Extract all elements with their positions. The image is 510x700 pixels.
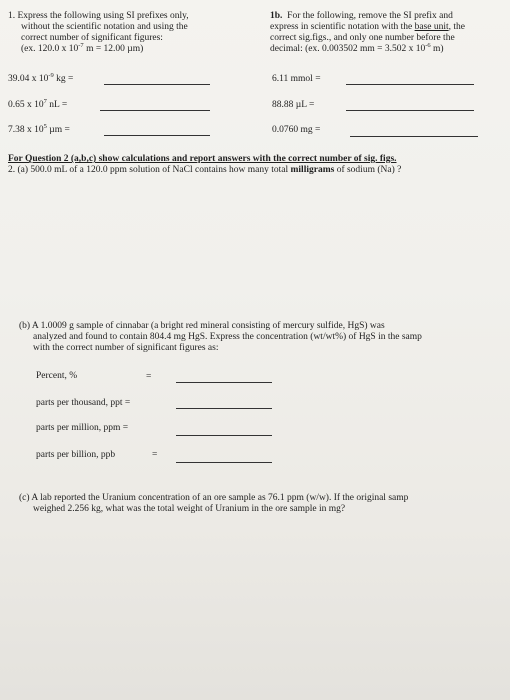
q1-instruction-line: without the scientific notation and using the bbox=[21, 22, 188, 32]
q2c-line: (c) A lab reported the Uranium concentration of an ore sample as 76.1 ppm (w/w). If the original samp bbox=[19, 493, 409, 503]
answer-line[interactable] bbox=[346, 110, 474, 111]
answer-line[interactable] bbox=[346, 84, 474, 85]
q2b-line: (b) A 1.0009 g sample of cinnabar (a bright red mineral consisting of mercury sulfide, HgS) was bbox=[19, 321, 385, 331]
q1-number: 1. bbox=[8, 11, 16, 21]
answer-line[interactable] bbox=[104, 135, 210, 136]
answer-line[interactable] bbox=[176, 462, 272, 463]
q1b-line: express in scientific notation with the base unit, the bbox=[270, 22, 465, 32]
q1b-line: For the following, remove the SI prefix and bbox=[287, 11, 453, 21]
q1b-item: 0.0760 mg = bbox=[272, 125, 321, 135]
q1b-number: 1b. bbox=[270, 11, 283, 21]
q2b-item: parts per billion, ppb bbox=[36, 450, 116, 460]
q1-example: (ex. 120.0 x $10^{-7}$ m = 12.00 µm) bbox=[21, 41, 144, 54]
equals-sign: = bbox=[146, 372, 152, 382]
q1b-example: decimal: (ex. 0.003502 mm = 3.502 x $10^{-6}$ m) bbox=[270, 41, 444, 54]
q2b-block bbox=[19, 321, 510, 354]
q2b-line: analyzed and found to contain 804.4 mg HgS. Express the concentration (wt/wt%) of HgS in the samp bbox=[33, 332, 422, 342]
q1b-item: 88.88 µL = bbox=[272, 100, 315, 110]
q2-header: For Question 2 (a,b,c) show calculations and report answers with the correct number of sig. figs. bbox=[8, 154, 397, 164]
q1-item: 39.04 x $10^{-9}$ kg = bbox=[8, 71, 74, 84]
q2b-item: parts per million, ppm = bbox=[36, 423, 129, 433]
q2b-item: parts per thousand, ppt = bbox=[36, 398, 131, 408]
q2b-item: Percent, % bbox=[36, 371, 78, 381]
q1-item: 0.65 x $10^7$ nL = bbox=[8, 97, 68, 110]
q1-item: 7.38 x $10^5$ µm = bbox=[8, 122, 70, 135]
q2c-line: weighed 2.256 kg, what was the total weight of Uranium in the ore sample in mg? bbox=[33, 504, 346, 514]
q1b-line: correct sig.figs., and only one number before the bbox=[270, 33, 455, 43]
q2b-line: with the correct number of significant figures as: bbox=[33, 343, 219, 353]
q1b-item: 6.11 mmol = bbox=[272, 74, 321, 84]
q1b-block bbox=[270, 11, 506, 55]
answer-line[interactable] bbox=[176, 435, 272, 436]
answer-line[interactable] bbox=[100, 110, 210, 111]
answer-line[interactable] bbox=[176, 382, 272, 383]
q1-instruction-line: correct number of significant figures: bbox=[21, 33, 163, 43]
q1-instruction-line: Express the following using SI prefixes only, bbox=[17, 11, 189, 21]
answer-line[interactable] bbox=[350, 136, 478, 137]
answer-line[interactable] bbox=[104, 84, 210, 85]
q2a-text: 2. (a) 500.0 mL of a 120.0 ppm solution of NaCl contains how many total milligrams of sodium (Na) ? bbox=[8, 165, 402, 175]
answer-line[interactable] bbox=[176, 408, 272, 409]
equals-sign: = bbox=[152, 450, 158, 460]
q2c-block bbox=[19, 493, 510, 515]
q1-block bbox=[8, 11, 228, 55]
